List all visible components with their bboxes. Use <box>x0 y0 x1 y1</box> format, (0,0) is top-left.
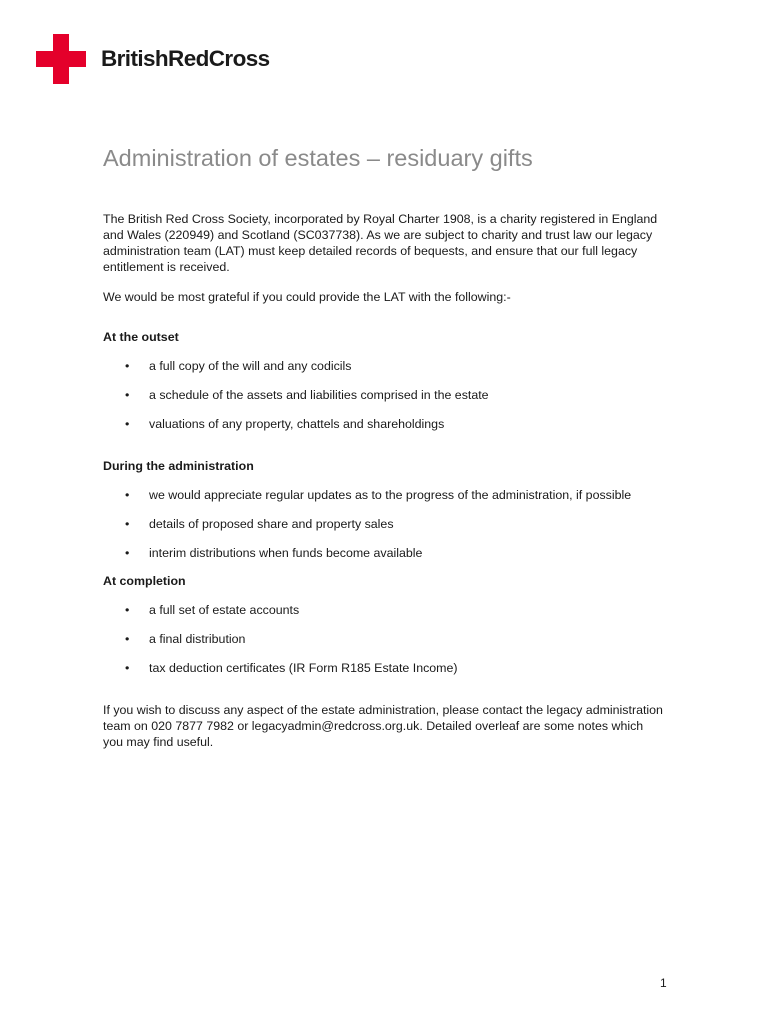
bullet-icon: • <box>125 488 130 502</box>
list-item: • a full set of estate accounts <box>125 603 300 617</box>
outset-list <box>103 358 663 432</box>
bullet-icon: • <box>125 517 130 531</box>
list-item: • valuations of any property, chattels and shareholdings <box>125 417 445 431</box>
during-list <box>103 487 663 561</box>
bullet-icon: • <box>125 388 130 402</box>
section-heading-completion: At completion <box>103 574 186 588</box>
page-number: 1 <box>660 976 667 990</box>
list-item: • a schedule of the assets and liabilities comprised in the estate <box>125 388 489 402</box>
closing-paragraph: If you wish to discuss any aspect of the estate administration, please contact the legacy administration team on 020 7877 7982 or legacyadmin@redcross.org.uk. Detailed overleaf are some notes which you may find useful. <box>103 703 663 749</box>
request-paragraph: We would be most grateful if you could provide the LAT with the following:- <box>103 290 511 304</box>
logo-text: BritishRedCross <box>101 46 270 71</box>
list-item: • a full copy of the will and any codicils <box>125 359 352 373</box>
bullet-icon: • <box>125 359 130 373</box>
section-heading-outset: At the outset <box>103 330 179 344</box>
list-item: • tax deduction certificates (IR Form R185 Estate Income) <box>125 661 458 675</box>
page-title: Administration of estates – residuary gifts <box>103 145 533 171</box>
bullet-icon: • <box>125 661 130 675</box>
bullet-icon: • <box>125 417 130 431</box>
bullet-icon: • <box>125 632 130 646</box>
bullet-icon: • <box>125 603 130 617</box>
list-item: • we would appreciate regular updates as to the progress of the administration, if possible <box>125 488 632 502</box>
document-body <box>103 211 663 750</box>
british-red-cross-logo <box>36 34 270 84</box>
bullet-icon: • <box>125 546 130 560</box>
completion-list <box>103 602 663 676</box>
section-heading-during: During the administration <box>103 459 254 473</box>
list-item: • a final distribution <box>125 632 246 646</box>
red-cross-icon <box>36 34 86 84</box>
list-item: • details of proposed share and property sales <box>125 517 394 531</box>
intro-paragraph: The British Red Cross Society, incorporated by Royal Charter 1908, is a charity registered in England and Wales (220949) and Scotland (SC037738). As we are subject to charity and trust law our legacy administration team (LAT) must keep detailed records of bequests, and ensure that our full legacy entitlement is received. <box>103 212 658 274</box>
list-item: • interim distributions when funds become available <box>125 546 423 560</box>
